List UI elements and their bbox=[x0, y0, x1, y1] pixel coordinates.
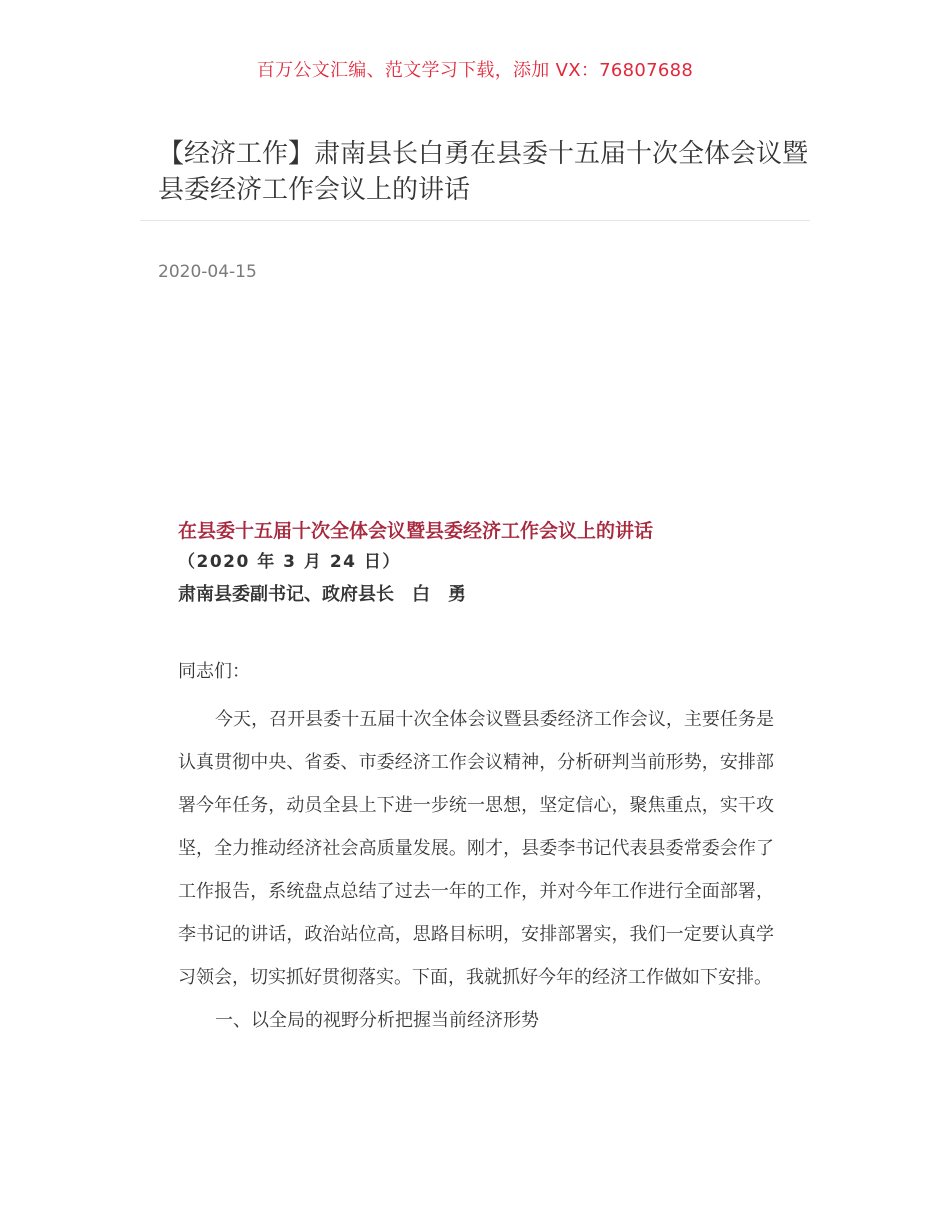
salutation: 同志们： bbox=[178, 661, 250, 682]
publish-date: 2020-04-15 bbox=[158, 262, 257, 282]
speech-date: （2020 年 3 月 24 日） bbox=[178, 552, 401, 572]
title-divider bbox=[140, 220, 810, 221]
article-title: 【经济工作】肃南县长白勇在县委十五届十次全体会议暨县委经济工作会议上的讲话 bbox=[158, 139, 809, 205]
speech-header bbox=[178, 516, 798, 612]
section-heading-1: 一、以全局的视野分析把握当前经济形势 bbox=[215, 1010, 539, 1031]
speech-title: 在县委十五届十次全体会议暨县委经济工作会议上的讲话 bbox=[178, 520, 654, 542]
promo-banner: 百万公文汇编、范文学习下载，添加 VX：76807688 bbox=[256, 60, 694, 81]
speech-body bbox=[178, 654, 774, 1042]
paragraph-intro: 今天，召开县委十五届十次全体会议暨县委经济工作会议，主要任务是认真贯彻中央、省委、市委经济工作会议精神，分析研判当前形势，安排部署今年任务，动员全县上下进一步统一思想，坚定信心，聚焦重点，实干攻坚，全力推动经济社会高质量发展。刚才，县委李书记代表县委常委会作了工作报告，系统盘点总结了过去一年的工作，并对今年工作进行全面部署，李书记的讲话，政治站位高，思路目标明，安排部署实，我们一定要认真学习领会，切实抓好贯彻落实。下面，我就抓好今年的经济工作做如下安排。 bbox=[178, 709, 774, 988]
speaker-line: 肃南县委副书记、政府县长 白 勇 bbox=[178, 584, 466, 605]
